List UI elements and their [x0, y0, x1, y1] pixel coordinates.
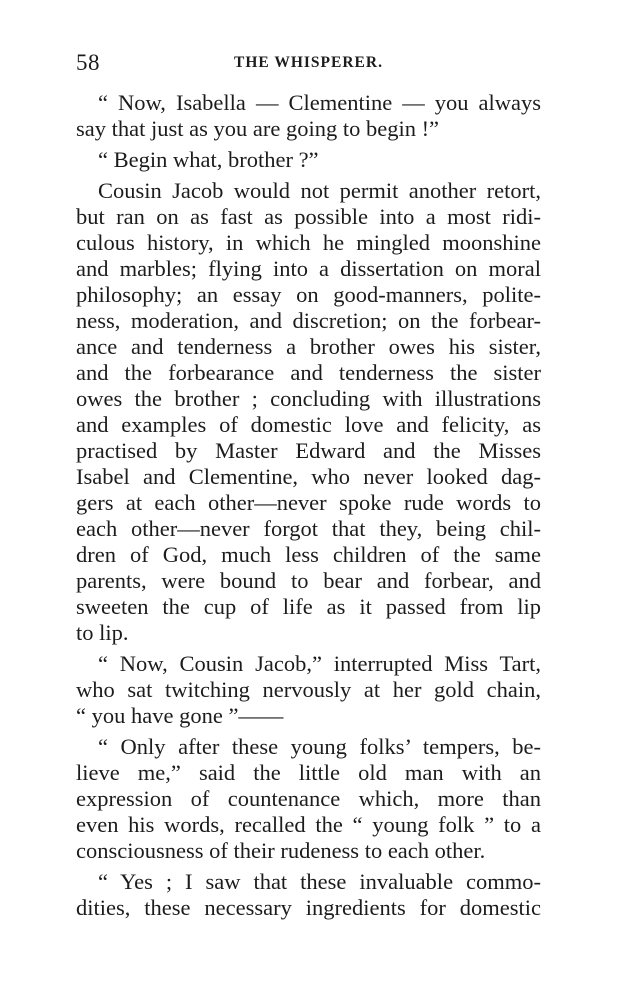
text-line: each other—never forgot that they, being chil- — [76, 516, 541, 541]
text-line: “ Only after these young folks’ tempers, be- — [98, 734, 541, 759]
text-line: “ you have gone ”—— — [76, 703, 284, 728]
running-title: THE WHISPERER. — [234, 54, 383, 71]
text-line: “ Now, Cousin Jacob,” interrupted Miss Tart, — [98, 651, 541, 676]
text-line: who sat twitching nervously at her gold chain, — [76, 677, 541, 702]
text-line: and marbles; flying into a dissertation on moral — [76, 256, 541, 281]
text-line: gers at each other—never spoke rude words to — [76, 490, 541, 515]
text-line: practised by Master Edward and the Misses — [76, 438, 541, 463]
text-line: parents, were bound to bear and forbear, and — [76, 568, 541, 593]
text-line: owes the brother ; concluding with illustrations — [76, 386, 541, 411]
text-line: to lip. — [76, 620, 129, 645]
text-line: say that just as you are going to begin !” — [76, 116, 440, 141]
text-line: dities, these necessary ingredients for domestic — [76, 895, 541, 920]
text-line: philosophy; an essay on good-manners, polite- — [76, 282, 541, 307]
text-line: even his words, recalled the “ young folk ” to a — [76, 812, 541, 837]
text-line: “ Yes ; I saw that these invaluable commo- — [98, 869, 541, 894]
text-line: consciousness of their rudeness to each other. — [76, 838, 486, 863]
text-line: ance and tenderness a brother owes his sister, — [76, 334, 541, 359]
text-line: and examples of domestic love and felicity, as — [76, 412, 541, 437]
text-line: culous history, in which he mingled moonshine — [76, 230, 541, 255]
text-line: expression of countenance which, more than — [76, 786, 541, 811]
text-line: lieve me,” said the little old man with an — [76, 760, 541, 785]
text-line: “ Now, Isabella — Clementine — you always — [98, 90, 541, 115]
page-number: 58 — [76, 50, 100, 75]
text-line: dren of God, much less children of the same — [76, 542, 541, 567]
text-line: sweeten the cup of life as it passed from lip — [76, 594, 541, 619]
text-line: Cousin Jacob would not permit another retort, — [98, 178, 541, 203]
text-line: “ Begin what, brother ?” — [98, 147, 319, 172]
text-line: and the forbearance and tenderness the sister — [76, 360, 541, 385]
page-header — [76, 50, 541, 80]
text-line: but ran on as fast as possible into a most ridi- — [76, 204, 541, 229]
text-line: Isabel and Clementine, who never looked dag- — [76, 464, 541, 489]
text-line: ness, moderation, and discretion; on the forbear- — [76, 308, 541, 333]
body-text — [76, 90, 541, 921]
